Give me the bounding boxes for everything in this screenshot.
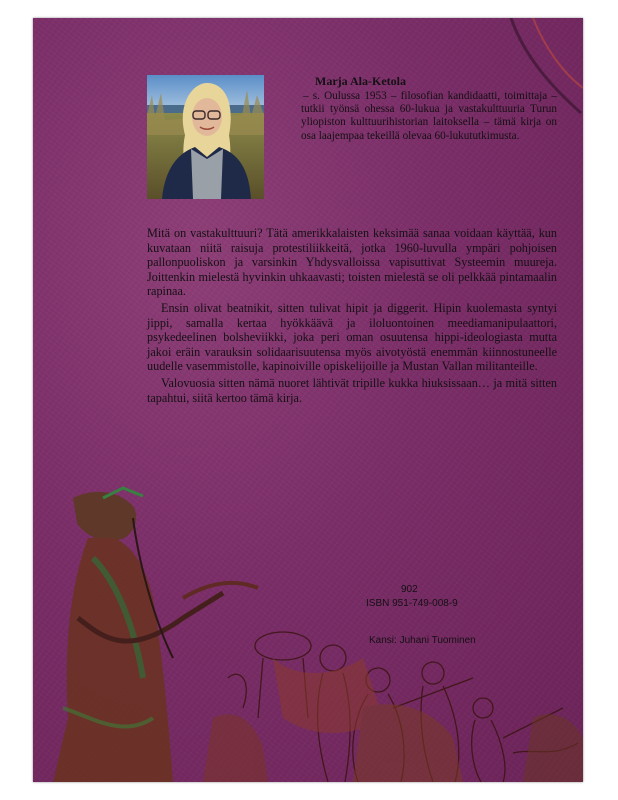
cover-credit: Kansi: Juhani Tuominen: [369, 635, 476, 646]
description-paragraph: Valovuosia sitten nämä nuoret lähtivät tripille kukka hiuksissaan… ja mitä sitten tapahtui, siitä kertoo tämä kirja.: [147, 375, 557, 405]
book-description: [147, 226, 557, 407]
description-paragraph: Mitä on vastakulttuuri? Tätä amerikkalaisten keksimää sanaa voidaan käyttää, kun kuvataan niitä raisuja protestiliikkeitä, jotka 1960-luvulla ympäri pohjoisen pallonpuoliskon ja varsinkin Yhdysvalloissa vapisuttivat Systeemin muureja. Joittenkin mielestä hyvinkin uhkaavasti; toisten mielestä se oli pelkkää pintamaalin rapinaa.: [147, 226, 557, 299]
isbn: ISBN 951-749-008-9: [366, 598, 458, 609]
author-name: Marja Ala-Ketola: [315, 74, 406, 88]
back-cover: [33, 18, 583, 782]
description-paragraph: Ensin olivat beatnikit, sitten tulivat hipit ja diggerit. Hipin kuolemasta syntyi jippi, samalla kertaa hyökkäävä ja iloluontoinen meediamanipulaattori, psykedeelinen bolsheviikki, joka peri oman osuutensa hippi-ideologiasta mutta jakoi eräin varauksin solidaarisuutensa myös aivotyöstä enemmän kiinnostuneelle uudelle vasemmistolle, kapinoiville opiskelijoille ja Mustan Vallan militanteille.: [147, 300, 557, 374]
author-photo: [147, 75, 264, 199]
author-bio: – s. Oulussa 1953 – filosofian kandidaatti, toimittaja – tutkii työnsä ohessa 60-lukua ja vastakulttuuria Turun yliopiston kulttuurihistorian laitoksella – tämä kirja on osa laajempaa tekeillä olevaa 60-lukututkimusta.: [301, 90, 557, 142]
product-code: 902: [401, 584, 418, 595]
